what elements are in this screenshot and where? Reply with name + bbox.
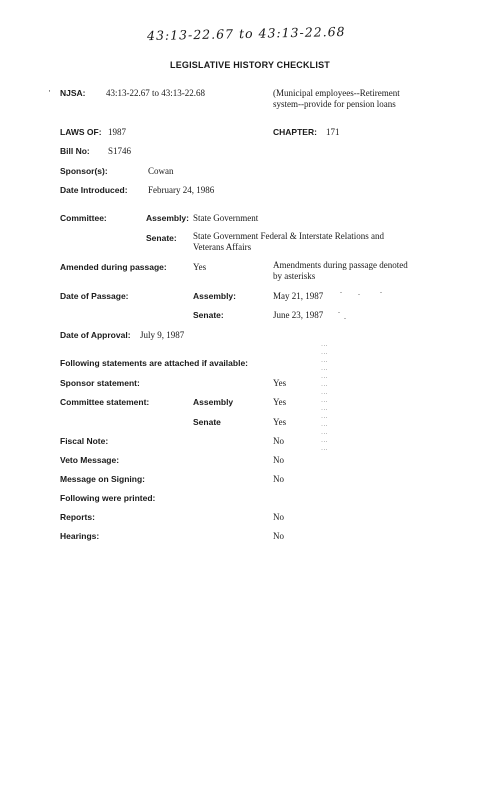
fiscal-note-label: Fiscal Note: xyxy=(60,436,109,446)
committee-statement-assembly-label: Assembly xyxy=(193,397,234,407)
sponsor-statement-value: Yes xyxy=(273,378,287,388)
handwritten-section-range: 43:13-22.67 to 43:13-22.68 xyxy=(146,23,346,44)
scan-speck xyxy=(340,292,342,293)
document-title: LEGISLATIVE HISTORY CHECKLIST xyxy=(170,60,330,70)
njsa-description: (Municipal employees--Retirement system--provide for pension loans xyxy=(273,88,400,109)
amended-label: Amended during passage: xyxy=(60,262,167,272)
message-on-signing-label: Message on Signing: xyxy=(60,474,146,484)
committee-statement-senate-value: Yes xyxy=(273,417,287,427)
attached-statements-heading: Following statements are attached if available: xyxy=(60,358,248,368)
scan-speck xyxy=(380,292,382,293)
committee-label: Committee: xyxy=(60,213,107,223)
faint-vertical-stamp: ⋮⋮⋮⋮⋮⋮⋮⋮⋮⋮⋮⋮⋮⋮ xyxy=(320,342,328,454)
message-on-signing-value: No xyxy=(273,474,284,484)
reports-value: No xyxy=(273,512,284,522)
date-of-approval-label: Date of Approval: xyxy=(60,330,131,340)
chapter-label: CHAPTER: xyxy=(273,127,317,137)
passage-senate-label: Senate: xyxy=(193,310,224,320)
sponsors-label: Sponsor(s): xyxy=(60,166,108,176)
hearings-value: No xyxy=(273,531,284,541)
scan-speck xyxy=(344,318,346,319)
committee-statement-senate-label: Senate xyxy=(193,417,221,427)
passage-assembly-value: May 21, 1987 xyxy=(273,291,324,301)
date-introduced-label: Date Introduced: xyxy=(60,185,128,195)
committee-statement-assembly-value: Yes xyxy=(273,397,287,407)
laws-of-value: 1987 xyxy=(108,127,126,137)
veto-message-label: Veto Message: xyxy=(60,455,120,465)
passage-senate-value: June 23, 1987 xyxy=(273,310,324,320)
sponsor-statement-label: Sponsor statement: xyxy=(60,378,140,388)
njsa-label: NJSA: xyxy=(60,88,86,98)
amended-value: Yes xyxy=(193,262,207,272)
bill-no-value: S1746 xyxy=(108,146,132,156)
amended-note: Amendments during passage denoted by asterisks xyxy=(273,260,408,281)
date-introduced-value: February 24, 1986 xyxy=(148,185,215,195)
fiscal-note-value: No xyxy=(273,436,284,446)
scan-speck xyxy=(338,312,340,313)
date-of-approval-value: July 9, 1987 xyxy=(140,330,185,340)
veto-message-value: No xyxy=(273,455,284,465)
bullet-mark: · xyxy=(48,86,51,96)
printed-heading: Following were printed: xyxy=(60,493,156,503)
passage-assembly-label: Assembly: xyxy=(193,291,236,301)
hearings-label: Hearings: xyxy=(60,531,100,541)
sponsors-value: Cowan xyxy=(148,166,174,176)
committee-senate-label: Senate: xyxy=(146,233,177,243)
reports-label: Reports: xyxy=(60,512,95,522)
committee-statement-label: Committee statement: xyxy=(60,397,150,407)
committee-senate-value: State Government Federal & Interstate Relations and Veterans Affairs xyxy=(193,231,384,252)
laws-of-label: LAWS OF: xyxy=(60,127,102,137)
chapter-value: 171 xyxy=(326,127,340,137)
njsa-value: 43:13-22.67 to 43:13-22.68 xyxy=(106,88,205,98)
date-of-passage-label: Date of Passage: xyxy=(60,291,129,301)
committee-assembly-value: State Government xyxy=(193,213,259,223)
bill-no-label: Bill No: xyxy=(60,146,90,156)
committee-assembly-label: Assembly: xyxy=(146,213,189,223)
scan-speck xyxy=(358,294,360,295)
